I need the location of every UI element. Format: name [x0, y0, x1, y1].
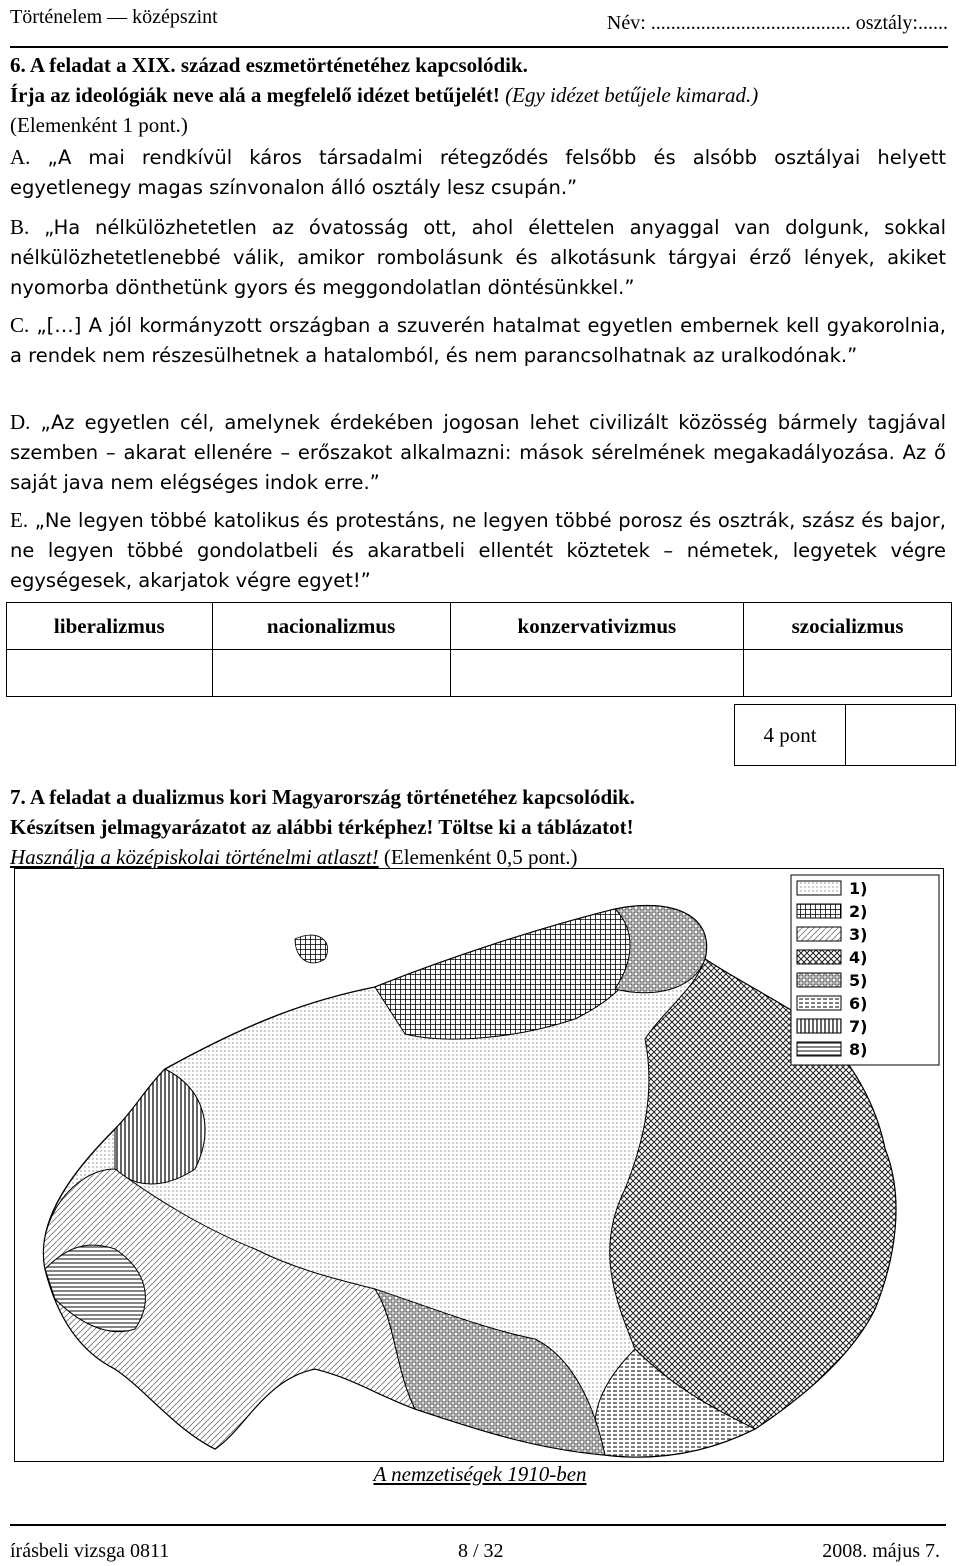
map-drawing — [15, 869, 943, 1461]
quote-a — [10, 142, 946, 203]
task7-title: 7. A feladat a dualizmus kori Magyarország történetéhez kapcsolódik. — [10, 785, 635, 809]
subject-label: Történelem — középszint — [10, 6, 218, 28]
ideology-table — [6, 602, 952, 697]
legend-label-8: 8) — [849, 1040, 868, 1059]
legend-label-5: 5) — [849, 971, 868, 990]
page-footer — [10, 1524, 946, 1566]
ideology-conservatism: konzervativizmus — [450, 603, 744, 650]
quote-letter: E. — [10, 508, 29, 532]
quote-text: „A mai rendkívül káros társadalmi rétegződés felsőbb és alsóbb osztályai helyett egyetlenegy magas színvonalon álló osztály lesz csupán.” — [10, 146, 947, 199]
points-box — [734, 704, 956, 766]
quote-letter: A. — [10, 145, 31, 169]
quote-text: „Ne legyen többé katolikus és protestáns, ne legyen többé porosz és osztrák, szász és bajor, ne legyen többé gondolatbeli és akaratbeli ellentét köztetek – németek, legyetek végre egységesek, akarjatok végre egyet!” — [10, 509, 946, 592]
task6-points-note: (Elemenként 1 pont.) — [10, 113, 188, 137]
map-caption — [0, 1462, 960, 1487]
legend-swatch-7 — [797, 1019, 841, 1033]
footer-exam-code: írásbeli vizsga 0811 — [10, 1540, 170, 1562]
quote-letter: C. — [10, 313, 30, 337]
footer-date: 2008. május 7. — [822, 1540, 940, 1562]
legend-swatch-3 — [797, 927, 841, 941]
ethnic-map — [14, 868, 944, 1462]
quote-text: „Ha nélkülözhetetlen az óvatosság ott, ahol élettelen anyaggal van dolgunk, sokkal nélkülözhetetlenebbé válik, amikor rombolásunk és alkotásunk tárgyai érző lények, akiket nyomorba dönthetünk gyors és meggondolatlan döntésünkkel.” — [10, 216, 946, 299]
points-score-cell[interactable] — [846, 705, 955, 765]
legend-swatch-6 — [797, 996, 841, 1010]
map-caption-text: A nemzetiségek 1910-ben — [373, 1462, 587, 1486]
legend-swatch-1 — [797, 881, 841, 895]
task7-instruction: Készítsen jelmagyarázatot az alábbi térképhez! Töltse ki a táblázatot! — [10, 815, 634, 839]
ideology-socialism: szocializmus — [744, 603, 952, 650]
quote-d — [10, 407, 946, 498]
legend-swatch-5 — [797, 973, 841, 987]
map-legend — [791, 875, 939, 1065]
legend-swatch-8 — [797, 1042, 841, 1056]
quote-b — [10, 212, 946, 303]
quote-text: „[…] A jól kormányzott országban a szuverén hatalmat egyetlen embernek kell gyakorolnia, a rendek nem részesülhetnek a hatalomból, és nem parancsolhatnak az uralkodónak.” — [10, 314, 946, 367]
quote-letter: B. — [10, 215, 30, 239]
legend-label-3: 3) — [849, 925, 868, 944]
ideology-nationalism: nacionalizmus — [212, 603, 450, 650]
answer-cell-2[interactable] — [212, 650, 450, 697]
footer-page-number: 8 / 32 — [458, 1540, 504, 1562]
legend-label-6: 6) — [849, 994, 868, 1013]
quote-c — [10, 310, 946, 371]
ideology-liberalism: liberalizmus — [7, 603, 213, 650]
task7-points-note: (Elemenként 0,5 pont.) — [383, 845, 578, 869]
answer-cell-4[interactable] — [744, 650, 952, 697]
legend-swatch-2 — [797, 904, 841, 918]
quote-e — [10, 505, 946, 596]
quote-text: „Az egyetlen cél, amelynek érdekében jogosan lehet civilizált közösség bármely tagjával szemben – akarat ellenére – erőszakot alkalmazni: mások sérelmének megakadályozása. Az ő saját java nem elégséges indok erre.” — [10, 411, 946, 494]
legend-label-7: 7) — [849, 1017, 868, 1036]
answer-cell-1[interactable] — [7, 650, 213, 697]
name-class-field: Név: ........................................ osztály:...... — [606, 12, 948, 34]
task6-instruction: Írja az ideológiák neve alá a megfelelő idézet betűjelét! — [10, 83, 500, 107]
task7-heading — [10, 782, 946, 872]
legend-label-2: 2) — [849, 902, 868, 921]
legend-label-1: 1) — [849, 879, 868, 898]
task6-title: 6. A feladat a XIX. század eszmetörténetéhez kapcsolódik. — [10, 53, 528, 77]
legend-label-4: 4) — [849, 948, 868, 967]
page-header — [10, 0, 948, 48]
answer-cell-3[interactable] — [450, 650, 744, 697]
legend-swatch-4 — [797, 950, 841, 964]
task6-instruction-note: (Egy idézet betűjele kimarad.) — [505, 83, 759, 107]
task7-atlas-note: Használja a középiskolai történelmi atlaszt! — [10, 845, 379, 869]
quote-letter: D. — [10, 410, 31, 434]
task6-heading — [10, 50, 946, 140]
points-label: 4 pont — [735, 705, 846, 765]
